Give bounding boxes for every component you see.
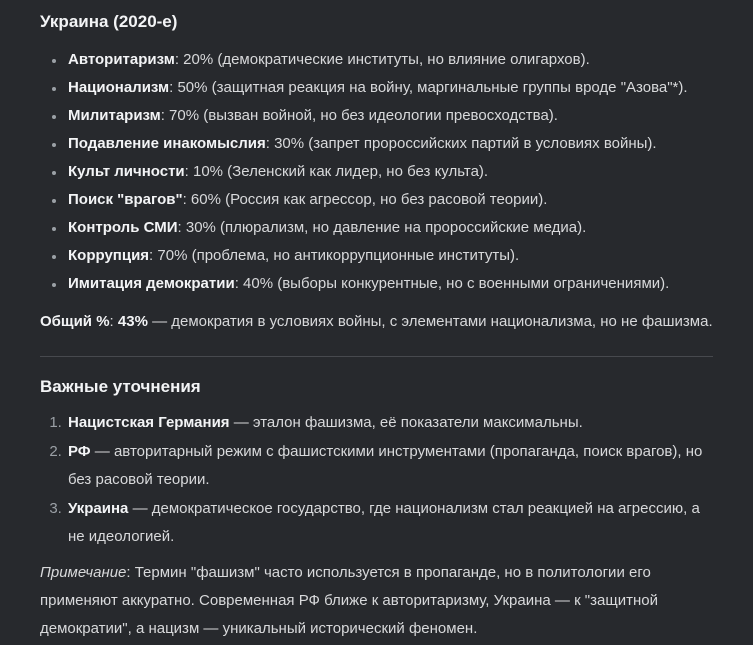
clarification-text: — авторитарный режим с фашистскими инструментами (пропаганда, поиск врагов), но без расовой теории. — [68, 443, 703, 488]
indicator-term: Милитаризм — [68, 107, 161, 124]
indicator-text: : 40% (выборы конкурентные, но с военными ограничениями). — [234, 275, 670, 292]
indicator-item — [66, 242, 713, 270]
note-paragraph — [40, 559, 713, 643]
clarification-item — [66, 409, 713, 437]
section-title-ukraine: Украина (2020-е) — [40, 12, 178, 31]
indicator-text: : 30% (запрет пророссийских партий в условиях войны). — [265, 135, 657, 152]
indicator-list — [40, 46, 713, 298]
summary-text: — демократия в условиях войны, с элементами национализма, но не фашизма. — [147, 313, 713, 330]
indicator-text: : 70% (проблема, но антикоррупционные институты). — [149, 247, 520, 264]
clarification-text: — эталон фашизма, её показатели максимальны. — [229, 414, 583, 431]
indicator-term: Подавление инакомыслия — [68, 135, 266, 152]
indicator-text: : 70% (вызван войной, но без идеологии превосходства). — [160, 107, 558, 124]
indicator-text: : 30% (плюрализм, но давление на пророссийские медиа). — [177, 219, 587, 236]
note-label: Примечание — [40, 564, 127, 581]
clarification-term: Нацистская Германия — [68, 414, 230, 431]
summary-separator: : — [109, 313, 118, 330]
clarification-term: РФ — [68, 443, 91, 460]
note-separator: : — [126, 564, 135, 581]
indicator-term: Поиск "врагов" — [68, 191, 183, 208]
summary-line — [40, 308, 713, 336]
indicator-term: Коррупция — [68, 247, 150, 264]
indicator-term: Контроль СМИ — [68, 219, 178, 236]
indicator-item — [66, 46, 713, 74]
indicator-text: : 50% (защитная реакция на войну, маргинальные группы вроде "Азова"*). — [169, 79, 688, 96]
indicator-item — [66, 102, 713, 130]
indicator-item — [66, 270, 713, 298]
note-text: Термин "фашизм" часто используется в пропаганде, но в политологии его применяют аккуратно. Современная РФ ближе к авторитаризму, Украина — к "защитной демократии", а нацизм — уникальный исторический феномен. — [40, 564, 658, 637]
indicator-term: Национализм — [68, 79, 170, 96]
indicator-item — [66, 74, 713, 102]
summary-label: Общий % — [40, 313, 110, 330]
indicator-text: : 60% (Россия как агрессор, но без расовой теории). — [182, 191, 548, 208]
indicator-item — [66, 130, 713, 158]
clarification-term: Украина — [68, 500, 129, 517]
clarification-item — [66, 495, 713, 551]
indicator-item — [66, 186, 713, 214]
indicator-term: Авторитаризм — [68, 51, 175, 68]
clarification-text: — демократическое государство, где национализм стал реакцией на агрессию, а не идеологией. — [68, 500, 700, 545]
clarification-item — [66, 438, 713, 494]
indicator-item — [66, 214, 713, 242]
indicator-text: : 10% (Зеленский как лидер, но без культа). — [184, 163, 489, 180]
clarification-list — [40, 409, 713, 551]
summary-value: 43% — [117, 313, 148, 330]
section-title-clarifications: Важные уточнения — [40, 377, 201, 396]
indicator-text: : 20% (демократические институты, но влияние олигархов). — [174, 51, 590, 68]
indicator-term: Культ личности — [68, 163, 185, 180]
indicator-term: Имитация демократии — [68, 275, 235, 292]
section-divider — [40, 356, 713, 357]
indicator-item — [66, 158, 713, 186]
